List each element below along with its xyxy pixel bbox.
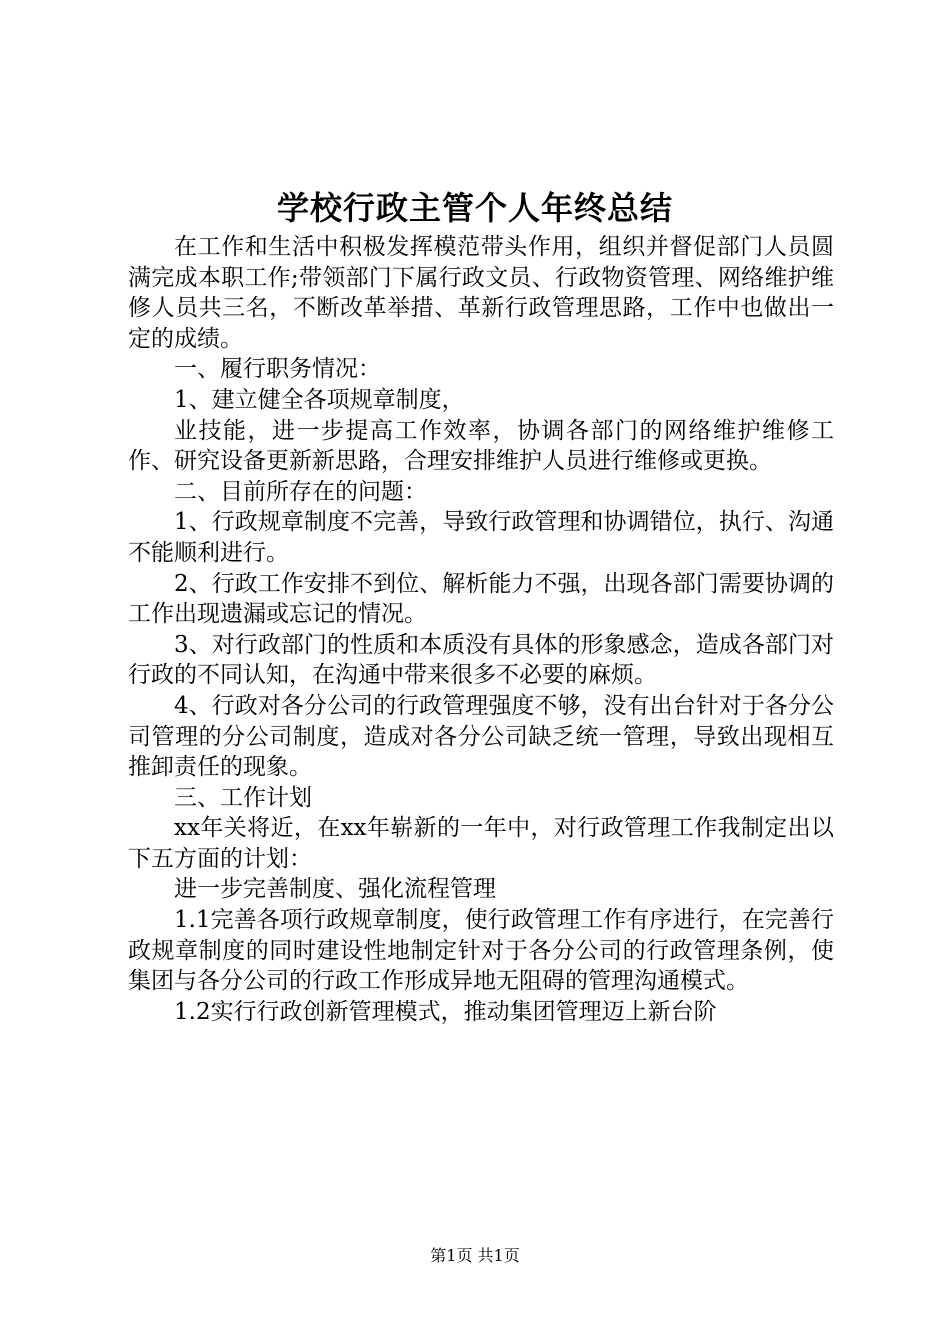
paragraph: 3、对行政部门的性质和本质没有具体的形象感念，造成各部门对行政的不同认知，在沟通中带来很多不必要的麻烦。 — [128, 631, 834, 689]
paragraph: 1.1完善各项行政规章制度，使行政管理工作有序进行，在完善行政规章制度的同时建设性地制定针对于各分公司的行政管理条例，使集团与各分公司的行政工作形成异地无阻碍的管理沟通模式。 — [128, 907, 834, 995]
paragraph: 2、行政工作安排不到位、解析能力不强，出现各部门需要协调的工作出现遗漏或忘记的情况。 — [128, 570, 834, 628]
section-heading: 一、履行职务情况： — [174, 356, 381, 383]
paragraph: 1、行政规章制度不完善，导致行政管理和协调错位，执行、沟通不能顺利进行。 — [128, 509, 834, 566]
document-body — [128, 232, 834, 1027]
paragraph: 1.2实行行政创新管理模式，推动集团管理迈上新台阶 — [174, 998, 717, 1025]
paragraph: 4、行政对各分公司的行政管理强度不够，没有出台针对于各分公司管理的分公司制度，造成对各分公司缺乏统一管理，导致出现相互推卸责任的现象。 — [128, 692, 834, 781]
page-footer: 第1页 共1页 — [430, 1246, 520, 1265]
page-title: 学校行政主管个人年终总结 — [276, 189, 673, 227]
paragraph: xx年关将近，在xx年崭新的一年中，对行政管理工作我制定出以下五方面的计划： — [128, 815, 834, 872]
paragraph: 进一步完善制度、强化流程管理 — [174, 876, 496, 903]
section-heading: 三、工作计划 — [174, 784, 312, 811]
paragraph: 业技能，进一步提高工作效率，协调各部门的网络维护维修工作、研究设备更新新思路，合理安排维护人员进行维修或更换。 — [128, 417, 834, 475]
paragraph: 1、建立健全各项规章制度， — [174, 386, 465, 413]
paragraph: 在工作和生活中积极发挥模范带头作用，组织并督促部门人员圆满完成本职工作;带领部门下属行政文员、行政物资管理、网络维护维修人员共三名，不断改革举措、革新行政管理思路，工作中也做出一定的成绩。 — [128, 234, 834, 352]
section-heading: 二、目前所存在的问题： — [174, 478, 427, 505]
